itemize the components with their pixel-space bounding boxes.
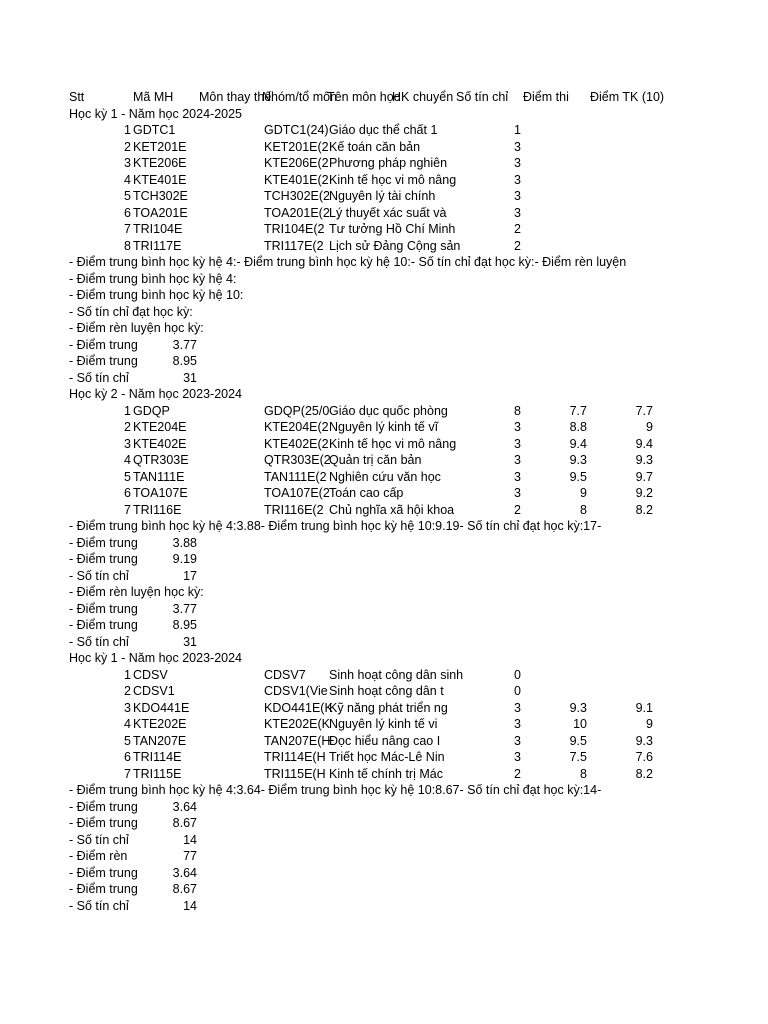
header-hk-chuyen: HK chuyển	[392, 90, 454, 104]
course-code: KTE202E	[133, 717, 187, 731]
stat-row	[0, 353, 768, 370]
course-final-score	[587, 188, 653, 205]
course-stt: 6	[124, 486, 131, 500]
course-credits: 3	[514, 189, 521, 203]
course-stt: 4	[124, 172, 131, 187]
course-credits: 3	[514, 700, 521, 715]
course-exam-score	[521, 205, 587, 222]
course-stt: 6	[124, 750, 131, 764]
course-final-score: 7.7	[635, 403, 653, 418]
stat-label: - Điểm trung	[69, 882, 138, 896]
course-code: TOA107E	[133, 486, 188, 500]
stat-value: 3.88	[172, 535, 197, 550]
course-exam-score: 10	[573, 717, 587, 731]
course-exam-score	[521, 683, 587, 700]
course-group: TRI114E(H	[264, 750, 326, 764]
stat-label: - Điểm rèn luyện học kỳ:	[69, 585, 204, 599]
course-stt: 2	[124, 684, 131, 698]
course-final-score	[587, 683, 653, 700]
course-group: TAN111E(2	[264, 469, 327, 484]
course-group: QTR303E(2	[264, 453, 331, 467]
course-credits: 2	[514, 766, 521, 781]
course-credits: 8	[514, 403, 521, 418]
course-row	[0, 749, 768, 766]
course-code: TAN207E	[133, 733, 187, 748]
course-name: Triết học Mác-Lê Nin	[329, 750, 445, 764]
stat-label: - Điểm trung bình học kỳ hệ 4:	[69, 271, 237, 286]
semester-summary-line: - Điểm trung bình học kỳ hệ 4:3.64- Điểm trung bình học kỳ hệ 10:8.67- Số tín chỉ đạt học kỳ:14-	[69, 783, 602, 797]
course-final-score	[587, 172, 653, 189]
stat-label: - Điểm trung	[69, 618, 138, 632]
course-credits: 3	[514, 139, 521, 154]
course-credits: 2	[514, 238, 521, 253]
stat-value	[133, 584, 197, 601]
course-row	[0, 667, 768, 684]
course-name: Nguyên lý kinh tế vi	[329, 717, 438, 731]
course-row	[0, 122, 768, 139]
stat-value: 14	[183, 832, 197, 847]
course-group: KTE401E(2	[264, 172, 329, 187]
course-code: KET201E	[133, 139, 187, 154]
course-stt: 5	[124, 189, 131, 203]
course-exam-score: 9.3	[569, 453, 587, 467]
course-name: Lịch sử Đảng Cộng sản	[329, 238, 461, 253]
course-credits: 3	[514, 172, 521, 187]
header-mon-thay: Môn thay thế	[199, 90, 272, 104]
course-exam-score	[521, 139, 587, 156]
course-code: TRI117E	[133, 238, 182, 253]
course-group: CDSV7	[264, 667, 306, 682]
stat-value	[133, 320, 197, 337]
course-row	[0, 238, 768, 255]
stat-label: - Số tín chỉ	[69, 370, 129, 385]
course-row	[0, 766, 768, 783]
course-exam-score: 7.7	[569, 403, 587, 418]
course-code: GDTC1	[133, 123, 176, 137]
course-group: TRI116E(2	[264, 502, 324, 517]
stat-value	[133, 287, 197, 304]
stat-label: - Số tín chỉ	[69, 568, 129, 583]
semester-title: Học kỳ 1 - Năm học 2024-2025	[69, 106, 243, 121]
course-stt: 3	[124, 700, 131, 715]
course-exam-score	[521, 122, 587, 139]
stat-label: - Điểm trung bình học kỳ hệ 10:	[69, 288, 244, 302]
course-group: TRI117E(2	[264, 238, 324, 253]
course-name: Kinh tế chính trị Mác	[329, 766, 443, 781]
course-row	[0, 485, 768, 502]
course-stt: 4	[124, 717, 131, 731]
stat-label: - Điểm trung	[69, 535, 138, 550]
stat-label: - Điểm rèn luyện học kỳ:	[69, 321, 204, 335]
course-final-score: 9	[646, 717, 653, 731]
course-stt: 5	[124, 469, 131, 484]
stat-label: - Điểm trung	[69, 799, 138, 814]
semester-title-row	[0, 386, 768, 403]
course-code: TOA201E	[133, 205, 188, 220]
course-stt: 1	[124, 123, 131, 137]
course-credits: 3	[514, 436, 521, 451]
course-final-score	[587, 221, 653, 238]
stat-label: - Điểm trung	[69, 337, 138, 352]
stat-row	[0, 898, 768, 915]
course-name: Đọc hiểu nâng cao I	[329, 733, 441, 748]
header-diem-tk: Điểm TK (10)	[590, 90, 665, 104]
course-group: KTE206E(2	[264, 156, 329, 170]
course-final-score: 8.2	[635, 766, 653, 781]
header-so-tin-chi: Số tín chỉ	[456, 90, 509, 104]
course-name: Giáo dục thể chất 1	[329, 123, 438, 137]
course-credits: 3	[514, 156, 521, 170]
course-code: KTE401E	[133, 172, 187, 187]
course-final-score	[587, 122, 653, 139]
course-exam-score: 9.5	[569, 733, 587, 748]
course-exam-score: 9	[580, 486, 587, 500]
course-code: TRI116E	[133, 502, 182, 517]
stat-value: 8.67	[172, 816, 197, 830]
semester-summary-line: - Điểm trung bình học kỳ hệ 4:- Điểm trung bình học kỳ hệ 10:- Số tín chỉ đạt học kỳ:- Điểm rèn luyện	[69, 255, 627, 269]
course-credits: 0	[514, 667, 521, 682]
course-row	[0, 172, 768, 189]
course-name: Sinh hoạt công dân t	[329, 684, 444, 698]
stat-label: - Điểm trung	[69, 601, 138, 616]
stat-value: 8.95	[172, 618, 197, 632]
course-group: TOA107E(2	[264, 486, 330, 500]
course-code: TCH302E	[133, 189, 188, 203]
stat-row	[0, 584, 768, 601]
course-stt: 2	[124, 139, 131, 154]
course-credits: 2	[514, 502, 521, 517]
course-credits: 3	[514, 750, 521, 764]
semester-title-row	[0, 650, 768, 667]
stat-value: 8.67	[172, 882, 197, 896]
course-name: Nguyên lý tài chính	[329, 189, 436, 203]
course-code: KDO441E	[133, 700, 190, 715]
course-group: TRI104E(2	[264, 222, 325, 236]
course-name: Kế toán căn bản	[329, 139, 421, 154]
stat-label: - Điểm rèn	[69, 849, 128, 863]
course-stt: 6	[124, 205, 131, 220]
course-row	[0, 155, 768, 172]
course-row	[0, 683, 768, 700]
course-final-score: 9.1	[635, 700, 653, 715]
stat-value: 77	[183, 849, 197, 863]
semester-title: Học kỳ 1 - Năm học 2023-2024	[69, 651, 243, 665]
course-row	[0, 188, 768, 205]
course-row	[0, 403, 768, 420]
course-final-score: 9.7	[635, 469, 653, 484]
course-group: CDSV1(Vie	[264, 684, 328, 698]
stat-row	[0, 568, 768, 585]
course-stt: 3	[124, 436, 131, 451]
course-name: Kinh tế học vi mô nâng	[329, 436, 457, 451]
stat-value: 8.95	[172, 354, 197, 368]
stat-value	[133, 304, 197, 321]
course-credits: 0	[514, 684, 521, 698]
course-final-score: 9	[646, 420, 653, 434]
stat-value: 3.64	[172, 799, 197, 814]
course-stt: 3	[124, 156, 131, 170]
stat-row	[0, 617, 768, 634]
course-final-score	[587, 238, 653, 255]
stat-row	[0, 304, 768, 321]
course-credits: 3	[514, 205, 521, 220]
course-final-score	[587, 155, 653, 172]
stat-row	[0, 848, 768, 865]
course-row	[0, 419, 768, 436]
course-group: TOA201E(2	[264, 205, 330, 220]
course-row	[0, 716, 768, 733]
course-stt: 4	[124, 453, 131, 467]
course-row	[0, 205, 768, 222]
stat-row	[0, 881, 768, 898]
stat-row	[0, 370, 768, 387]
course-code: TAN111E	[133, 469, 185, 484]
course-stt: 8	[124, 238, 131, 253]
course-exam-score: 9.4	[569, 436, 587, 451]
course-group: KDO441E(K	[264, 700, 333, 715]
course-name: Phương pháp nghiên	[329, 156, 448, 170]
course-exam-score: 9.5	[569, 469, 587, 484]
stat-row	[0, 832, 768, 849]
stat-row	[0, 634, 768, 651]
semester-summary-row	[0, 254, 768, 271]
header-stt: Stt	[69, 90, 85, 104]
course-group: TAN207E(H	[264, 733, 331, 748]
course-final-score	[587, 139, 653, 156]
stat-value: 14	[183, 898, 197, 913]
course-group: TRI115E(H	[264, 766, 326, 781]
course-credits: 3	[514, 469, 521, 484]
course-final-score: 9.4	[635, 436, 653, 451]
course-exam-score: 8	[580, 766, 587, 781]
semester-summary-row	[0, 518, 768, 535]
course-exam-score	[521, 172, 587, 189]
course-name: Kỹ năng phát triển ng	[329, 700, 448, 715]
course-row	[0, 733, 768, 750]
course-final-score	[587, 667, 653, 684]
course-group: KET201E(2	[264, 139, 329, 154]
course-stt: 1	[124, 667, 131, 682]
course-exam-score	[521, 188, 587, 205]
course-row	[0, 139, 768, 156]
stat-label: - Điểm trung	[69, 816, 138, 830]
course-group: KTE204E(2	[264, 420, 329, 434]
course-row	[0, 502, 768, 519]
course-stt: 7	[124, 502, 131, 517]
course-name: Toán cao cấp	[329, 486, 404, 500]
header-ma-mh: Mã MH	[133, 90, 174, 104]
course-exam-score: 8.8	[569, 420, 587, 434]
course-row	[0, 452, 768, 469]
course-code: KTE402E	[133, 436, 187, 451]
course-stt: 7	[124, 766, 131, 781]
course-name: Nghiên cứu văn học	[329, 469, 441, 484]
course-credits: 3	[514, 486, 521, 500]
course-final-score: 8.2	[635, 502, 653, 517]
course-code: KTE206E	[133, 156, 187, 170]
course-credits: 2	[514, 222, 521, 236]
course-credits: 3	[514, 420, 521, 434]
course-stt: 1	[124, 403, 131, 418]
stat-row	[0, 287, 768, 304]
course-credits: 3	[514, 453, 521, 467]
stat-row	[0, 337, 768, 354]
stat-value: 31	[183, 370, 197, 385]
course-exam-score	[521, 238, 587, 255]
stat-value: 3.77	[172, 601, 197, 616]
course-exam-score: 8	[580, 502, 587, 517]
semester-title: Học kỳ 2 - Năm học 2023-2024	[69, 387, 243, 401]
stat-label: - Số tín chỉ	[69, 832, 129, 847]
course-exam-score	[521, 155, 587, 172]
header-row	[0, 89, 768, 106]
stat-label: - Số tín chỉ đạt học kỳ:	[69, 304, 193, 319]
stat-value: 9.19	[172, 552, 197, 566]
course-final-score	[587, 205, 653, 222]
stat-row	[0, 535, 768, 552]
course-name: Kinh tế học vi mô nâng	[329, 172, 457, 187]
course-row	[0, 221, 768, 238]
course-code: TRI115E	[133, 766, 182, 781]
stat-value: 17	[183, 568, 197, 583]
course-name: Lý thuyết xác suất và	[329, 205, 447, 220]
course-code: KTE204E	[133, 420, 187, 434]
course-group: TCH302E(2	[264, 189, 330, 203]
stat-row	[0, 320, 768, 337]
course-row	[0, 469, 768, 486]
course-exam-score	[521, 221, 587, 238]
course-final-score: 9.3	[635, 733, 653, 748]
course-name: Sinh hoạt công dân sinh	[329, 667, 464, 682]
course-name: Chủ nghĩa xã hội khoa	[329, 502, 455, 517]
stat-row	[0, 865, 768, 882]
stat-label: - Điểm trung	[69, 865, 138, 880]
course-name: Tư tưởng Hồ Chí Minh	[329, 222, 456, 236]
course-code: CDSV1	[133, 684, 175, 698]
course-name: Quản trị căn bản	[329, 453, 422, 467]
semester-summary-row	[0, 782, 768, 799]
header-nhom-to: Nhóm/tổ môn	[262, 90, 338, 104]
course-credits: 1	[514, 123, 521, 137]
course-exam-score: 7.5	[569, 750, 587, 764]
course-exam-score: 9.3	[569, 700, 587, 715]
course-group: GDTC1(24)	[264, 123, 329, 137]
course-name: Nguyên lý kinh tế vĩ	[329, 420, 439, 434]
course-group: GDQP(25/0	[264, 403, 330, 418]
stat-label: - Điểm trung	[69, 552, 138, 566]
course-code: TRI114E	[133, 750, 182, 764]
course-row	[0, 700, 768, 717]
semester-title-row	[0, 106, 768, 123]
header-ten-mon: Tên môn học	[327, 90, 400, 104]
course-final-score: 7.6	[635, 750, 653, 764]
stat-value: 31	[183, 634, 197, 649]
course-row	[0, 436, 768, 453]
stat-label: - Số tín chỉ	[69, 634, 129, 649]
course-exam-score	[521, 667, 587, 684]
course-stt: 7	[124, 222, 131, 236]
course-credits: 3	[514, 733, 521, 748]
stat-value	[133, 271, 197, 288]
course-code: QTR303E	[133, 453, 189, 467]
stat-value: 3.64	[172, 865, 197, 880]
course-final-score: 9.2	[635, 486, 653, 500]
course-code: TRI104E	[133, 222, 183, 236]
course-code: CDSV	[133, 667, 168, 682]
stat-row	[0, 799, 768, 816]
course-group: KTE202E(K	[264, 717, 331, 731]
course-code: GDQP	[133, 403, 170, 418]
stat-row	[0, 551, 768, 568]
course-credits: 3	[514, 717, 521, 731]
stat-row	[0, 601, 768, 618]
course-stt: 5	[124, 733, 131, 748]
stat-row	[0, 815, 768, 832]
header-diem-thi: Điểm thi	[523, 90, 569, 104]
course-group: KTE402E(2	[264, 436, 329, 451]
stat-label: - Số tín chỉ	[69, 898, 129, 913]
stat-label: - Điểm trung	[69, 354, 138, 368]
course-final-score: 9.3	[635, 453, 653, 467]
stat-value: 3.77	[172, 337, 197, 352]
stat-row	[0, 271, 768, 288]
course-stt: 2	[124, 420, 131, 434]
semester-summary-line: - Điểm trung bình học kỳ hệ 4:3.88- Điểm trung bình học kỳ hệ 10:9.19- Số tín chỉ đạt học kỳ:17-	[69, 519, 602, 533]
course-name: Giáo dục quốc phòng	[329, 403, 448, 418]
